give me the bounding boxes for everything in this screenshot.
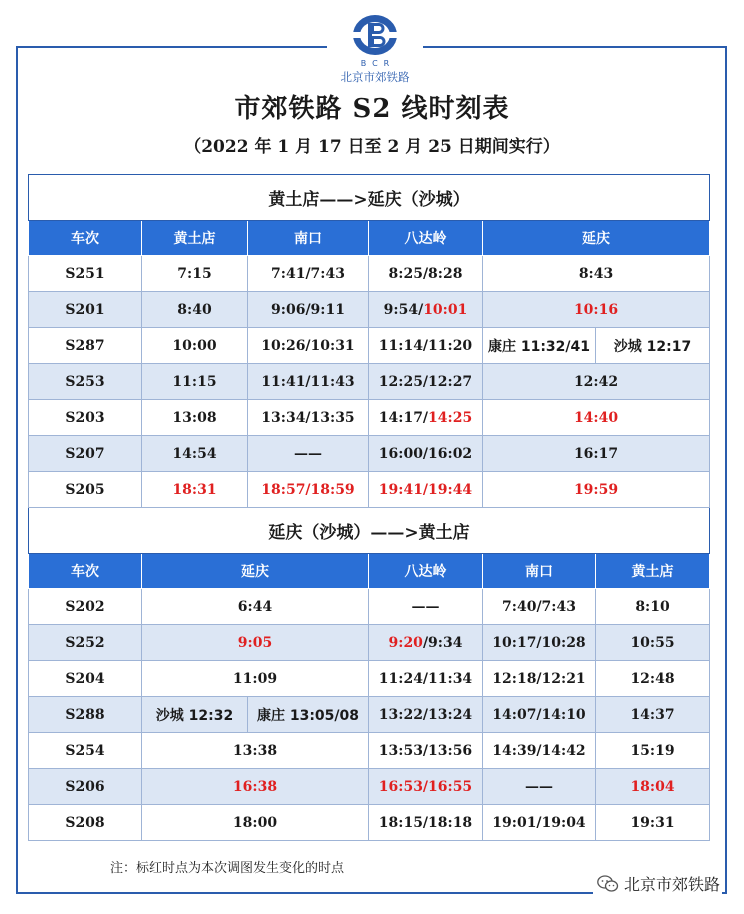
time-cell: 7:41/7:43 xyxy=(248,256,369,292)
time-cell: —— xyxy=(248,436,369,472)
changed-time: 16:53/16:55 xyxy=(369,769,483,805)
logo-abbr: BCR xyxy=(360,59,396,68)
table-row xyxy=(29,769,710,805)
time-cell: 沙城 12:32 xyxy=(142,697,248,733)
changed-time: 19:41/19:44 xyxy=(369,472,483,508)
header-row xyxy=(29,221,710,256)
time-cell: 8:43 xyxy=(483,256,710,292)
time-cell: 18:00 xyxy=(142,805,369,841)
time-cell: 12:48 xyxy=(596,661,710,697)
train-number: S287 xyxy=(29,328,142,364)
header-row xyxy=(29,554,710,589)
table-row xyxy=(29,400,710,436)
changed-time: 18:04 xyxy=(596,769,710,805)
time-cell: 10:00 xyxy=(142,328,248,364)
time-cell: 11:24/11:34 xyxy=(369,661,483,697)
train-number: S204 xyxy=(29,661,142,697)
time-cell: 14:39/14:42 xyxy=(483,733,596,769)
table-row xyxy=(29,364,710,400)
changed-time: 9:20 xyxy=(388,634,423,651)
table-row xyxy=(29,589,710,625)
time-cell: 19:31 xyxy=(596,805,710,841)
col-train: 车次 xyxy=(29,221,142,256)
col-station: 南口 xyxy=(248,221,369,256)
time-part: 14:17/ xyxy=(378,409,429,426)
section-heading-inbound xyxy=(29,508,710,554)
table-row xyxy=(29,256,710,292)
watermark-text: 北京市郊铁路 xyxy=(623,875,720,894)
train-number: S202 xyxy=(29,589,142,625)
time-cell: 10:17/10:28 xyxy=(483,625,596,661)
train-number: S254 xyxy=(29,733,142,769)
section-heading-outbound xyxy=(29,175,710,221)
time-cell: 11:41/11:43 xyxy=(248,364,369,400)
changed-time: 10:16 xyxy=(483,292,710,328)
table-row xyxy=(29,436,710,472)
table-row xyxy=(29,328,710,364)
time-cell: 14:54 xyxy=(142,436,248,472)
time-cell: 19:01/19:04 xyxy=(483,805,596,841)
changed-time: 14:40 xyxy=(483,400,710,436)
time-cell: 7:15 xyxy=(142,256,248,292)
train-number: S201 xyxy=(29,292,142,328)
time-cell: 13:53/13:56 xyxy=(369,733,483,769)
changed-time: 14:25 xyxy=(428,409,473,426)
train-number: S288 xyxy=(29,697,142,733)
logo-name: 北京市郊铁路 xyxy=(340,70,410,84)
time-cell: 康庄 13:05/08 xyxy=(248,697,369,733)
train-number: S252 xyxy=(29,625,142,661)
train-number: S253 xyxy=(29,364,142,400)
inbound-heading: 延庆（沙城）——>黄土店 xyxy=(29,508,710,554)
col-station: 延庆 xyxy=(483,221,710,256)
changed-time: 18:57/18:59 xyxy=(248,472,369,508)
time-cell: 16:00/16:02 xyxy=(369,436,483,472)
table-row xyxy=(29,661,710,697)
logo xyxy=(327,8,423,88)
time-cell: 8:25/8:28 xyxy=(369,256,483,292)
changed-time: 9:05 xyxy=(142,625,369,661)
train-number: S206 xyxy=(29,769,142,805)
time-cell: 12:25/12:27 xyxy=(369,364,483,400)
time-cell: 13:22/13:24 xyxy=(369,697,483,733)
time-cell: 16:17 xyxy=(483,436,710,472)
time-cell: 15:19 xyxy=(596,733,710,769)
col-station: 八达岭 xyxy=(369,554,483,589)
col-station: 八达岭 xyxy=(369,221,483,256)
time-cell: 11:09 xyxy=(142,661,369,697)
changed-time: 16:38 xyxy=(142,769,369,805)
col-train: 车次 xyxy=(29,554,142,589)
time-cell: 9:06/9:11 xyxy=(248,292,369,328)
train-number: S208 xyxy=(29,805,142,841)
watermark xyxy=(593,872,722,895)
outbound-heading: 黄土店——>延庆（沙城） xyxy=(29,175,710,221)
time-cell: 12:42 xyxy=(483,364,710,400)
time-cell: —— xyxy=(483,769,596,805)
time-cell: 8:10 xyxy=(596,589,710,625)
time-cell xyxy=(369,625,483,661)
col-station: 延庆 xyxy=(142,554,369,589)
train-number: S207 xyxy=(29,436,142,472)
changed-time: 18:31 xyxy=(142,472,248,508)
table-row xyxy=(29,733,710,769)
time-cell: 18:15/18:18 xyxy=(369,805,483,841)
train-number: S205 xyxy=(29,472,142,508)
table-row xyxy=(29,472,710,508)
wechat-icon xyxy=(597,875,619,893)
time-cell: 10:26/10:31 xyxy=(248,328,369,364)
time-part: /9:34 xyxy=(422,634,463,651)
time-cell: 8:40 xyxy=(142,292,248,328)
time-cell: 沙城 12:17 xyxy=(596,328,710,364)
train-number: S251 xyxy=(29,256,142,292)
table-row xyxy=(29,292,710,328)
changed-time: 10:01 xyxy=(423,301,468,318)
time-cell: 14:07/14:10 xyxy=(483,697,596,733)
col-station: 黄土店 xyxy=(596,554,710,589)
time-cell: 10:55 xyxy=(596,625,710,661)
time-cell xyxy=(369,292,483,328)
page-subtitle: （2022 年 1 月 17 日至 2 月 25 日期间实行） xyxy=(184,137,560,157)
time-cell: 康庄 11:32/41 xyxy=(483,328,596,364)
time-part: 9:54/ xyxy=(383,301,424,318)
time-cell: 7:40/7:43 xyxy=(483,589,596,625)
table-row xyxy=(29,625,710,661)
col-station: 南口 xyxy=(483,554,596,589)
page-title: 市郊铁路 S2 线时刻表 xyxy=(234,94,510,124)
table-row xyxy=(29,805,710,841)
time-cell: 14:37 xyxy=(596,697,710,733)
time-cell: 11:14/11:20 xyxy=(369,328,483,364)
time-cell: 13:08 xyxy=(142,400,248,436)
time-cell: 6:44 xyxy=(142,589,369,625)
time-cell: —— xyxy=(369,589,483,625)
table-row xyxy=(29,697,710,733)
footnote: 注：标红时点为本次调图发生变化的时点 xyxy=(110,861,345,876)
bcr-logo-icon xyxy=(351,12,399,58)
col-station: 黄土店 xyxy=(142,221,248,256)
time-cell: 12:18/12:21 xyxy=(483,661,596,697)
changed-time: 19:59 xyxy=(483,472,710,508)
time-cell: 11:15 xyxy=(142,364,248,400)
time-cell: 13:38 xyxy=(142,733,369,769)
timetable xyxy=(28,174,710,841)
train-number: S203 xyxy=(29,400,142,436)
time-cell: 13:34/13:35 xyxy=(248,400,369,436)
time-cell xyxy=(369,400,483,436)
